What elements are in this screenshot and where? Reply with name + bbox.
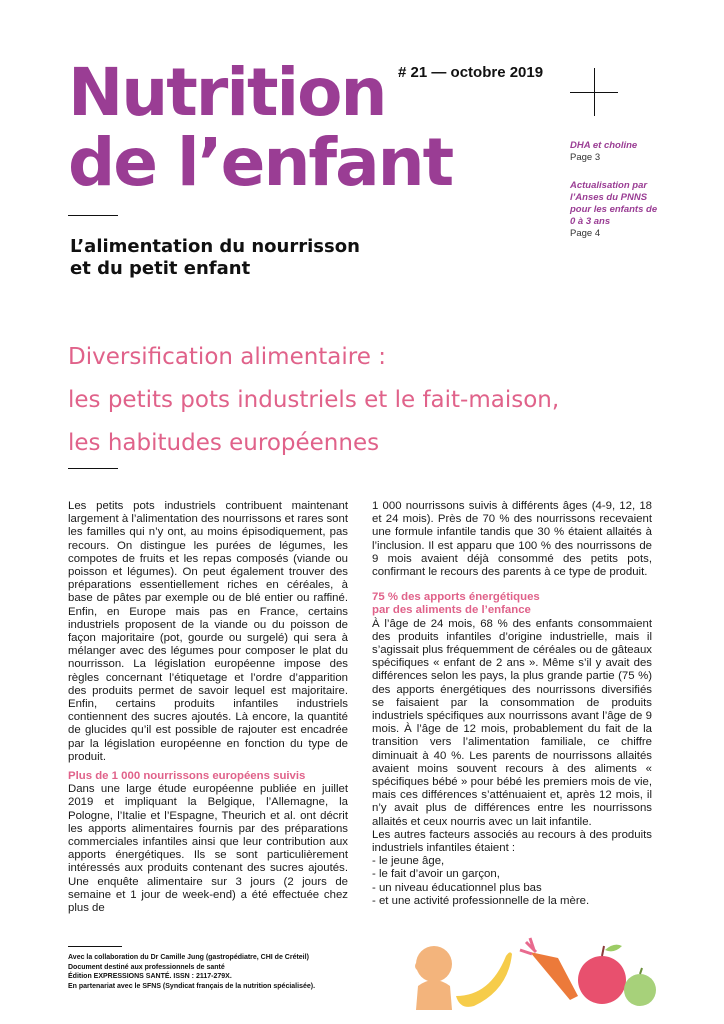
subtitle-line-2: et du petit enfant bbox=[70, 258, 251, 279]
paragraph: 1 000 nourrissons suivis à différents âges (4-9, 12, 18 et 24 mois). Près de 70 % des nourrissons recevaient une formule infantile tandis que 30 % étaient allaités à l’inclusion. Il est apparu que 100 % des nourrissons de 9 mois avaient déjà consommé des petits pots, confirmant le recours des parents à ce type de produit. bbox=[372, 500, 652, 579]
section-heading bbox=[372, 591, 652, 617]
headline-line-2: les petits pots industriels et le fait-maison, bbox=[68, 387, 560, 413]
headline-line-1: Diversification alimentaire : bbox=[68, 344, 386, 370]
paragraph: À l’âge de 24 mois, 68 % des enfants consommaient des produits infantiles d’origine industrielle, mais il s’agissait plus fréquemment de céréales ou de gâteaux spécifiques « enfant de 2 ans ». Même s’il y avait des différences selon les pays, la plus grande partie (75 %) des apports énergétiques des nourrissons diversifiés se faisaient par la consommation de produits industriels spécifiques aux nourrissons avant l’âge de 9 mois. À l’âge de 12 mois, probablement du fait de la transition vers l’alimentation familiale, ce chiffre diminuait à 40 %. Les parents de nourrissons allaités avaient moins souvent recours à des aliments « spécifiques bébé » pour bébé les premiers mois de vie, mais ces différences s’atténuaient et, après 12 mois, il n’y avait plus de différences entre les nourrissons allaités et ceux nourris avec un lait infantile. bbox=[372, 617, 652, 828]
paragraph: Les petits pots industriels contribuent maintenant largement à l’alimentation des nourrissons et rares sont les familles qui n’y ont, au moins épisodiquement, pas recours. On distingue les purées de légumes, les compotes de fruits et les repas composés (viande ou poisson et légumes). On peut également trouver des préparations essentiellement riches en céréales, à base de pâtes par exemple ou de blé entier ou raffiné. Enfin, en Europe mais pas en France, certains industriels proposent de la viande ou du poisson de façon majoritaire (pot, gourde ou surgelé) qui sera à mélanger avec des légumes pour composer le plat du nourrisson. La législation européenne impose des règles concernant l’étiquetage et l’ordre d’apparition des produits permet de savoir lequel est majoritaire. Enfin, certains produits infantiles industriels contiennent des sucres ajoutés. Là encore, la quantité de glucides qu’il est possible de rajouter est encadrée par la législation européenne en fonction du type de produit. bbox=[68, 500, 348, 763]
small-apple-icon bbox=[624, 968, 656, 1006]
footer-line: Avec la collaboration du Dr Camille Jung (gastropédiatre, CHI de Créteil) bbox=[68, 954, 309, 961]
section-heading-line-2: par des aliments de l’enfance bbox=[372, 604, 531, 617]
crosshair-vertical bbox=[594, 68, 595, 116]
banana-icon bbox=[456, 952, 512, 1006]
title-line-1: Nutrition bbox=[68, 54, 386, 131]
list-item: - le fait d’avoir un garçon, bbox=[372, 868, 500, 881]
paragraph: Les autres facteurs associés au recours à des produits industriels infantiles étaient : bbox=[372, 828, 652, 855]
title-line-2: de l’enfant bbox=[68, 124, 453, 201]
footer-divider bbox=[68, 946, 122, 947]
apple-icon bbox=[578, 945, 626, 1004]
toc-item-dha[interactable] bbox=[570, 140, 660, 164]
factor-list bbox=[372, 855, 652, 908]
headline-line-3: les habitudes européennes bbox=[68, 430, 380, 456]
toc-item-page: Page 4 bbox=[570, 228, 601, 239]
baby-head-icon bbox=[415, 946, 452, 1010]
issue-number: # 21 — octobre 2019 bbox=[398, 64, 544, 81]
article-column-2 bbox=[372, 500, 652, 908]
toc-item-anses[interactable] bbox=[570, 180, 660, 240]
section-heading: Plus de 1 000 nourrissons européens suivis bbox=[68, 770, 306, 783]
paragraph: Dans une large étude européenne publiée en juillet 2019 et impliquant la Belgique, l’Allemagne, la Pologne, l’Italie et l’Espagne, Theurich et al. ont décrit les apports alimentaires fournis par des préparations commerciales infantiles ainsi que leur contribution aux apports énergétiques. Ils se sont particulièrement intéressés aux produits contenant des sucres ajoutés. Une enquête alimentaire sur 3 jours (2 jours de semaine et 1 jour de week-end) a été effectuée chez plus de bbox=[68, 783, 348, 915]
subtitle-line-1: L’alimentation du nourrisson bbox=[70, 236, 360, 257]
toc-item-page: Page 3 bbox=[570, 152, 601, 163]
footer-credits bbox=[68, 953, 315, 991]
page-subtitle bbox=[70, 236, 360, 280]
section-heading-line-1: 75 % des apports énergétiques bbox=[372, 591, 540, 604]
toc-item-title: Actualisation par l’Anses du PNNS pour les enfants de 0 à 3 ans bbox=[570, 180, 658, 227]
list-item: - le jeune âge, bbox=[372, 855, 445, 868]
article-column-1 bbox=[68, 500, 348, 921]
list-item: - et une activité professionnelle de la mère. bbox=[372, 894, 590, 907]
footer-line: Document destiné aux professionnels de santé bbox=[68, 963, 225, 971]
carrot-icon bbox=[520, 938, 578, 1000]
toc-item-title: DHA et choline bbox=[570, 140, 638, 151]
divider bbox=[68, 468, 118, 469]
food-illustration bbox=[412, 930, 662, 1010]
footer-line: Édition EXPRESSIONS SANTÉ. ISSN : 2117-279X. bbox=[68, 973, 232, 980]
publication-title bbox=[68, 54, 453, 201]
divider bbox=[68, 215, 118, 216]
article-headline bbox=[68, 336, 668, 465]
list-item: - un niveau éducationnel plus bas bbox=[372, 881, 542, 894]
footer-line: En partenariat avec le SFNS (Syndicat français de la nutrition spécialisée). bbox=[68, 982, 316, 990]
